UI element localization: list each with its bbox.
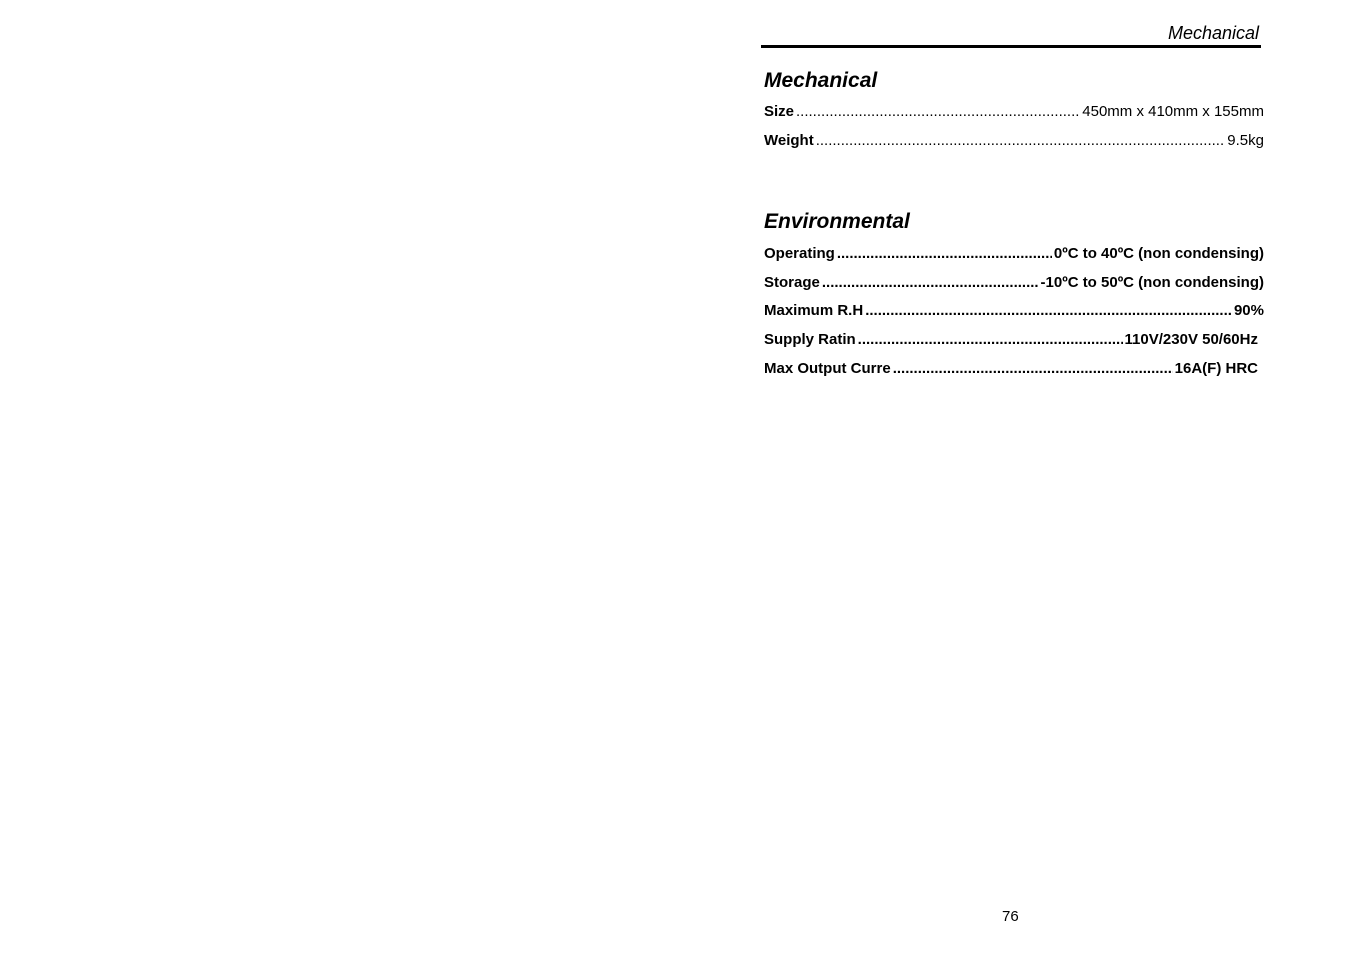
page-header	[761, 22, 1261, 48]
spec-value: 0ºC to 40ºC (non condensing)	[1053, 245, 1264, 262]
spec-value: 450mm x 410mm x 155mm	[1082, 103, 1264, 120]
spec-row-max-output-current	[764, 359, 1258, 379]
spec-row-operating	[764, 244, 1264, 264]
dot-leader	[865, 301, 1232, 321]
spec-row-maximum-rh	[764, 301, 1264, 321]
spec-value: 110V/230V 50/60Hz	[1124, 331, 1258, 348]
spec-label: Size	[764, 103, 795, 120]
dot-leader	[822, 273, 1039, 293]
dot-leader	[837, 244, 1052, 264]
running-header-title: Mechanical	[1167, 23, 1259, 43]
spec-label: Max Output Curre	[764, 360, 891, 377]
dot-leader	[816, 131, 1226, 151]
dot-leader	[858, 330, 1123, 350]
spec-label: Storage	[764, 274, 820, 291]
spec-label: Operating	[764, 245, 835, 262]
spec-row-supply-rating	[764, 330, 1258, 350]
spec-value: 90%	[1233, 302, 1264, 319]
page-number: 76	[1002, 908, 1019, 925]
section-title-mechanical: Mechanical	[764, 69, 878, 92]
dot-leader	[893, 359, 1173, 379]
spec-row-size	[764, 102, 1264, 122]
spec-row-storage	[764, 273, 1264, 293]
spec-value: 9.5kg	[1227, 132, 1264, 149]
spec-row-weight	[764, 131, 1264, 151]
section-title-environmental: Environmental	[764, 210, 910, 233]
spec-label: Supply Ratin	[764, 331, 856, 348]
spec-value: 16A(F) HRC	[1174, 360, 1258, 377]
dot-leader	[796, 102, 1080, 122]
spec-label: Weight	[764, 132, 814, 149]
spec-value: -10ºC to 50ºC (non condensing)	[1040, 274, 1264, 291]
spec-label: Maximum R.H	[764, 302, 864, 319]
